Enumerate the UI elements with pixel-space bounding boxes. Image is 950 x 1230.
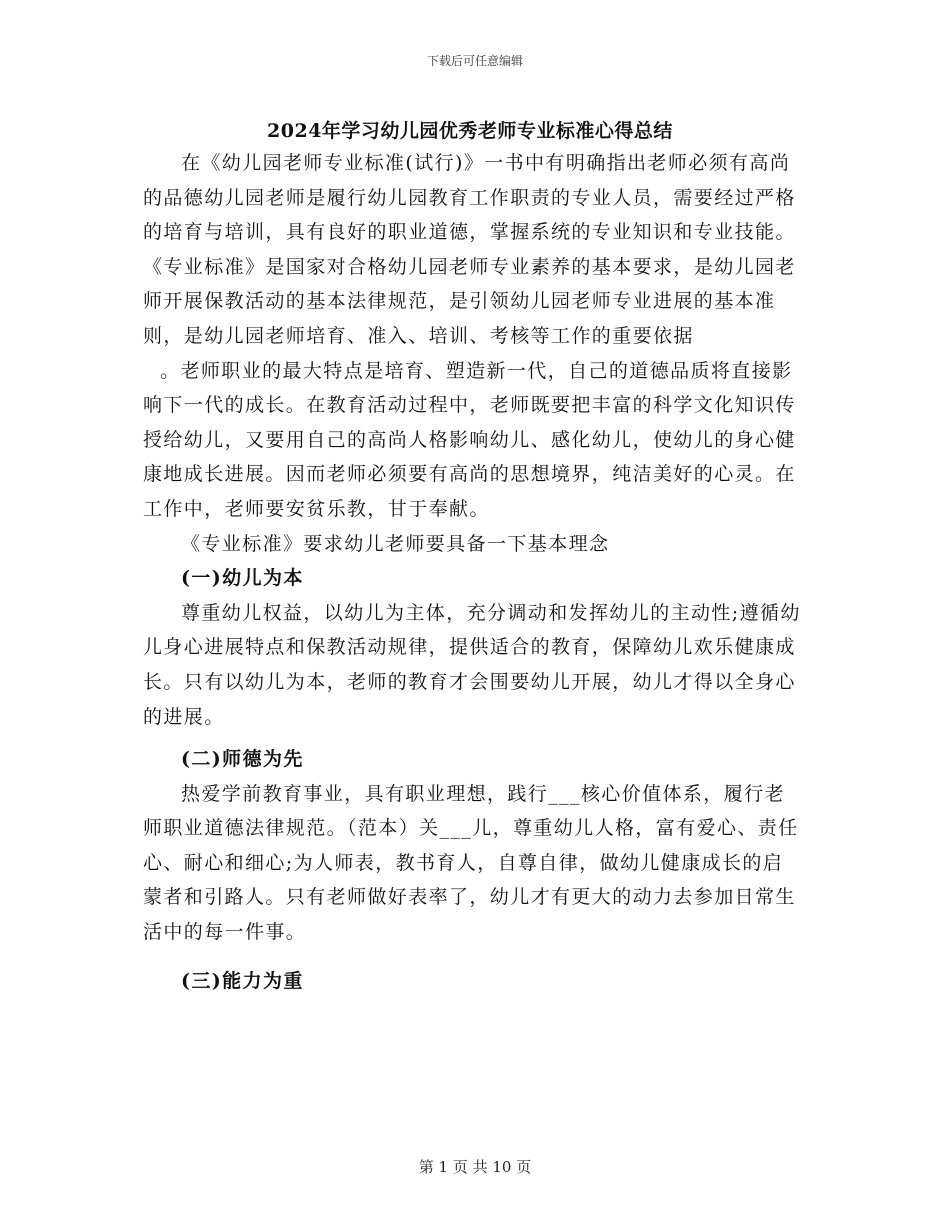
- document-body: [143, 146, 803, 998]
- page-footer: 第 1 页 共 10 页: [418, 1158, 532, 1176]
- paragraph-basic-concepts: 《专业标准》要求幼儿老师要具备一下基本理念: [181, 532, 610, 555]
- paragraph-ethics-first: 热爱学前教育事业，具有职业理想，践行___核心价值体系，履行老师职业道德法律规范。（范本）关___儿，尊重幼儿人格，富有爱心、责任心、耐心和细心;为人师表，教书育人，自尊自律，做幼儿健康成长的启蒙者和引路人。只有老师做好表率了，幼儿才有更大的动力去参加日常生活中的每一件事。: [143, 782, 799, 944]
- section-heading-ability-focus: (三)能力为重: [181, 969, 304, 992]
- header-note: 下载后可任意编辑: [426, 54, 523, 68]
- paragraph-child-centered: 尊重幼儿权益，以幼儿为主体，充分调动和发挥幼儿的主动性;遵循幼儿身心进展特点和保教活动规律，提供适合的教育，保障幼儿欢乐健康成长。只有以幼儿为本，老师的教育才会围要幼儿开展，幼儿才得以全身心的进展。: [143, 601, 801, 728]
- section-heading-child-centered: (一)幼儿为本: [181, 567, 304, 590]
- document-title: 2024年学习幼儿园优秀老师专业标准心得总结: [267, 120, 673, 142]
- section-heading-ethics-first: (二)师德为先: [181, 748, 304, 771]
- paragraph-intro: 在《幼儿园老师专业标准(试行)》一书中有明确指出老师必须有高尚的品德幼儿园老师是履行幼儿园教育工作职责的专业人员，需要经过严格的培育与培训，具有良好的职业道德，掌握系统的专业知识和专业技能。《专业标准》是国家对合格幼儿园老师专业素养的基本要求，是幼儿园老师开展保教活动的基本法律规范，是引领幼儿园老师专业进展的基本准则，是幼儿园老师培育、准入、培训、考核等工作的重要依据: [143, 152, 796, 347]
- paragraph-teacher-traits: 。老师职业的最大特点是培育、塑造新一代，自己的道德品质将直接影响下一代的成长。在教育活动过程中，老师既要把丰富的科学文化知识传授给幼儿，又要用自己的高尚人格影响幼儿、感化幼儿，使幼儿的身心健康地成长进展。因而老师必须要有高尚的思想境界，纯洁美好的心灵。在工作中，老师要安贫乐教，甘于奉献。: [143, 359, 796, 520]
